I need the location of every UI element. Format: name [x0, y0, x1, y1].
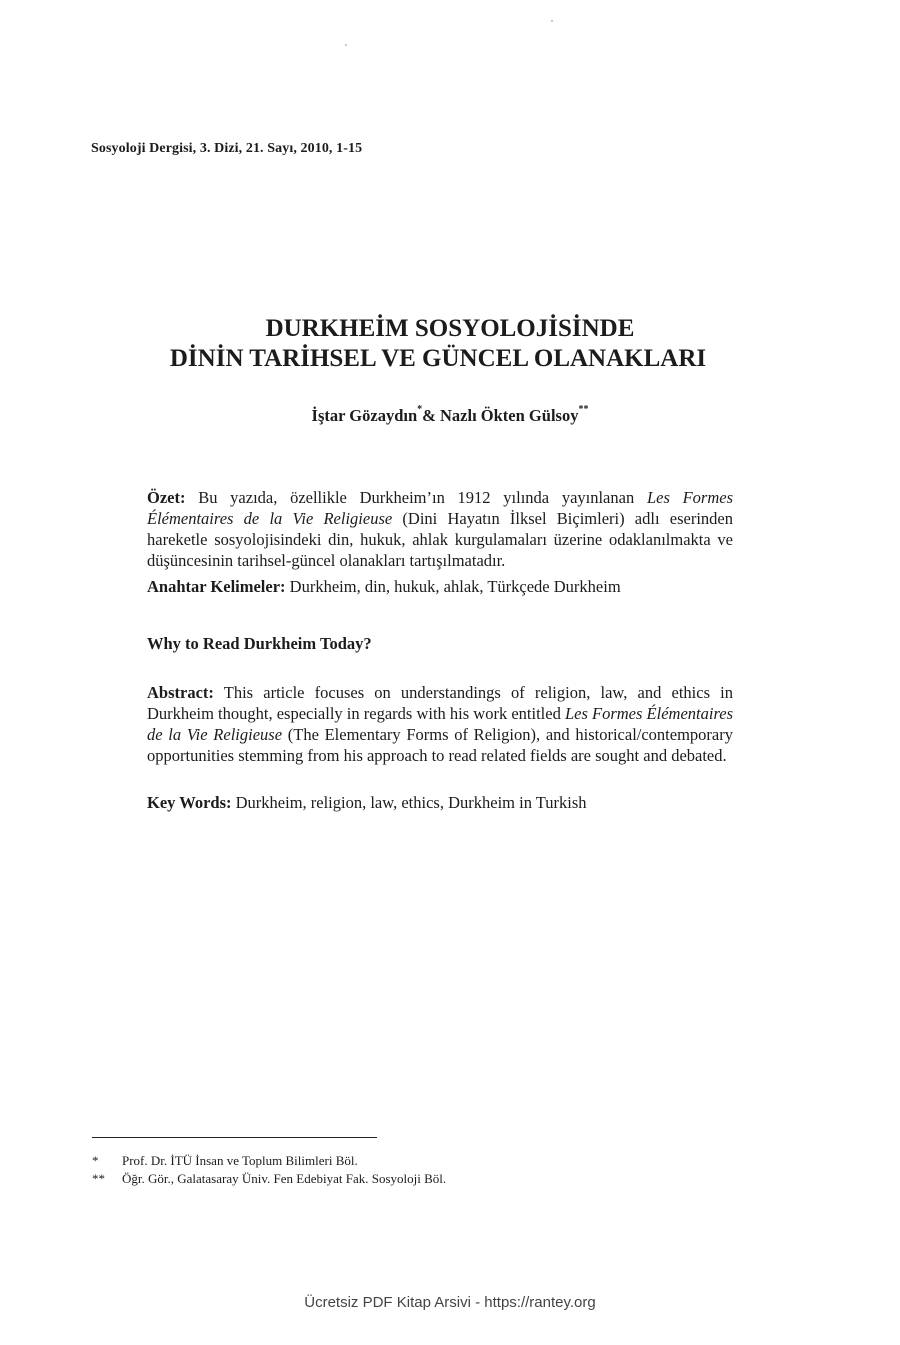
footnote-mark: *	[417, 404, 423, 415]
turkish-summary	[147, 487, 733, 571]
english-keywords	[147, 792, 733, 813]
journal-citation: Sosyoloji Dergisi, 3. Dizi, 21. Sayı, 2010, 1-15	[91, 141, 363, 156]
footnote-text: Öğr. Gör., Galatasaray Üniv. Fen Edebiyat Fak. Sosyoloji Böl.	[122, 1171, 447, 1186]
author-separator: &	[422, 406, 441, 425]
summary-text: Bu yazıda, özellikle Durkheim’ın 1912 yılında yayınlanan	[185, 488, 647, 507]
footnote	[92, 1152, 358, 1170]
page-footer-watermark: Ücretsiz PDF Kitap Arsivi - https://rantey.org	[304, 1294, 596, 1311]
abstract-label: Abstract:	[147, 683, 214, 702]
footnote	[92, 1170, 446, 1188]
keywords-text: Durkheim, din, hukuk, ahlak, Türkçede Durkheim	[285, 577, 621, 596]
abstract-text: This article focuses on understandings of religion, law, and ethics in Durkheim thought, especially in regards with his work entitled	[147, 683, 733, 723]
keywords-label: Key Words:	[147, 793, 232, 812]
summary-label: Özet:	[147, 488, 186, 507]
footnote-marker: **	[92, 1171, 105, 1186]
scan-speck	[345, 44, 347, 46]
author-name: İştar Gözaydın	[311, 406, 418, 425]
footnote-divider	[92, 1137, 377, 1138]
scan-speck	[551, 20, 553, 22]
keywords-text: Durkheim, religion, law, ethics, Durkheim in Turkish	[231, 793, 587, 812]
footnote-text: Prof. Dr. İTÜ İnsan ve Toplum Bilimleri Böl.	[122, 1153, 358, 1168]
english-abstract	[147, 682, 733, 766]
book-title: Les Formes Élémentaires de la Vie Religieuse	[147, 704, 733, 744]
book-title: Les Formes Élémentaires de la Vie Religieuse	[147, 488, 733, 528]
author-name: Nazlı Ökten Gülsoy	[440, 406, 579, 425]
author-line	[0, 406, 900, 426]
keywords-label: Anahtar Kelimeler:	[147, 577, 286, 596]
abstract-text: (The Elementary Forms of Religion), and historical/contemporary opportunities stemming from his approach to read related fields are sought and debated.	[147, 725, 733, 765]
article-title-line-2: DİNİN TARİHSEL VE GÜNCEL OLANAKLARI	[169, 345, 707, 372]
english-title: Why to Read Durkheim Today?	[147, 634, 372, 653]
article-title-line-1: DURKHEİM SOSYOLOJİSİNDE	[265, 315, 635, 342]
footnote-marker: *	[92, 1153, 99, 1168]
turkish-keywords	[147, 576, 733, 597]
summary-text: (Dini Hayatın İlksel Biçimleri) adlı eserinden hareketle sosyolojisindeki din, hukuk, ahlak kurgulamaları üzerine odaklanılmakta ve düşüncesinin tarihsel-güncel olanakları tartışılmatadır.	[147, 509, 733, 570]
footnote-mark: **	[578, 404, 589, 415]
